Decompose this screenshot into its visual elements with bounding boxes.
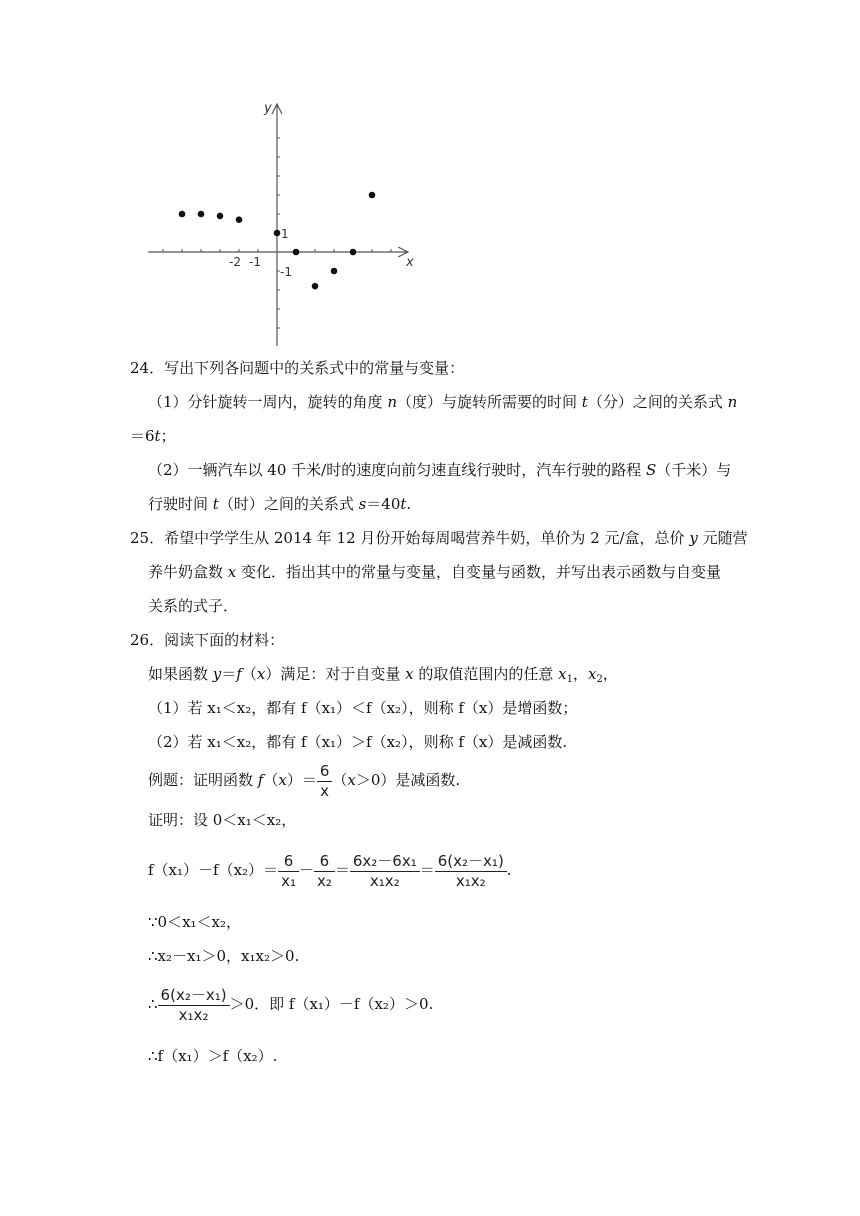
- graph-point: [331, 268, 338, 275]
- proof-line2: f（x₁）－f（x₂）＝ $\frac{6}{\text{x₁}}$ － $\frac{6}{\text{x₂}}$ ＝ $\frac{\text{6x₂－6x₁}}{\text{x₁x₂}}$ ＝ $\frac{\text{6(x₂－x₁)}}{\text{x₁x₂}}$ .: [148, 851, 512, 890]
- proof-fraction-2: $\frac{6}{\text{x₂}}$: [314, 853, 335, 890]
- q26-example: 例题：证明函数 f（x）＝ $\frac{6}{x}$ （x＞0）是减函数.: [148, 761, 461, 800]
- y-axis-label: y: [264, 101, 272, 116]
- proof-fraction-5: $\frac{\text{6(x₂－x₁)}}{\text{x₁x₂}}$: [158, 987, 230, 1024]
- q24-part1-line2: ＝6t；: [130, 427, 176, 445]
- q24-title: 24．写出下列各问题中的关系式中的常量与变量：: [130, 359, 465, 377]
- graph-point: [217, 213, 224, 220]
- proof-line6: ∴f（x₁）＞f（x₂）.: [148, 1047, 278, 1065]
- x-tick-label-neg1: -1: [249, 255, 261, 269]
- q26-condition1: （1）若 x₁＜x₂，都有 f（x₁）＜f（x₂），则称 f（x）是增函数；: [148, 699, 578, 717]
- q26-title: 26．阅读下面的材料：: [130, 631, 285, 649]
- y-tick-label-1: 1: [281, 227, 289, 241]
- graph-point: [274, 230, 281, 237]
- y-axis: [272, 104, 282, 346]
- x-tick-label-neg2: -2: [229, 255, 241, 269]
- proof-fraction-4: $\frac{\text{6(x₂－x₁)}}{\text{x₁x₂}}$: [435, 853, 507, 890]
- proof-line3: ∵0＜x₁＜x₂，: [148, 913, 242, 931]
- q24-part1-line1: （1）分针旋转一周内，旋转的角度 n（度）与旋转所需要的时间 t（分）之间的关系式 n: [148, 393, 738, 411]
- q25-line2: 养牛奶盒数 x 变化．指出其中的常量与变量，自变量与函数，并写出表示函数与自变量: [148, 563, 722, 581]
- proof-fraction-3: $\frac{\text{6x₂－6x₁}}{\text{x₁x₂}}$: [350, 853, 420, 890]
- proof-line4: ∴x₂－x₁＞0，x₁x₂＞0.: [148, 947, 300, 965]
- graph-point: [312, 283, 319, 290]
- example-fraction: $\frac{6}{x}$: [317, 763, 333, 800]
- graph-point: [369, 192, 376, 199]
- q24-part2-line1: （2）一辆汽车以 40 千米/时的速度向前匀速直线行驶时，汽车行驶的路程 S（千米）与: [148, 461, 732, 479]
- x-axis-label: x: [406, 255, 414, 270]
- graph-point: [350, 249, 357, 256]
- q26-condition2: （2）若 x₁＜x₂，都有 f（x₁）＞f（x₂），则称 f（x）是减函数.: [148, 733, 568, 751]
- q25-line3: 关系的式子．: [148, 597, 239, 615]
- graph-point: [179, 211, 186, 218]
- graph-point: [293, 249, 300, 256]
- coordinate-graph: [140, 98, 420, 350]
- proof-fraction-1: $\frac{6}{\text{x₁}}$: [278, 853, 299, 890]
- graph-point: [198, 211, 205, 218]
- graph-point: [236, 216, 243, 223]
- y-tick-label-neg1: -1: [280, 265, 292, 279]
- q26-intro: 如果函数 y＝f（x）满足：对于自变量 x 的取值范围内的任意 $x_1$，$x_2$，: [148, 665, 618, 685]
- q24-part2-line2: 行驶时间 t（时）之间的关系式 s＝40t.: [148, 495, 412, 513]
- proof-line5: ∴ $\frac{\text{6(x₂－x₁)}}{\text{x₁x₂}}$ ＞0．即 f（x₁）－f（x₂）＞0.: [148, 985, 434, 1024]
- x-axis: [148, 247, 408, 257]
- q25-line1: 25．希望中学学生从 2014 年 12 月份开始每周喝营养牛奶，单价为 2 元/盒，总价 y 元随营: [130, 529, 748, 547]
- proof-line1: 证明：设 0＜x₁＜x₂，: [148, 811, 297, 829]
